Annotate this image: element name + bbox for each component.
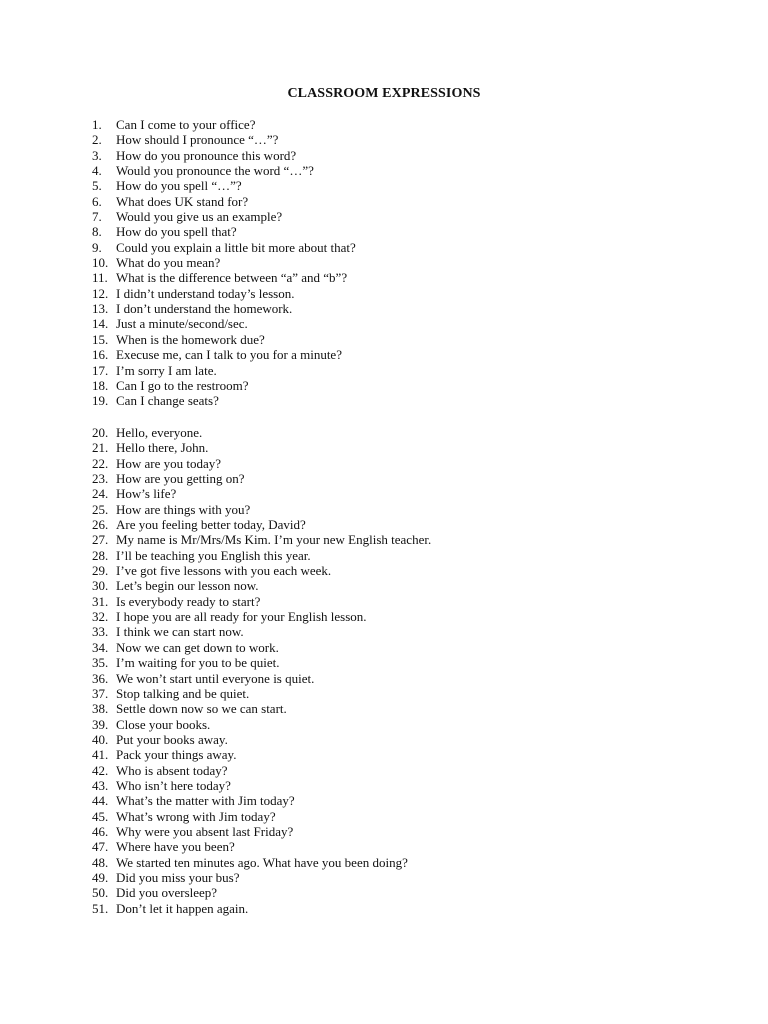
- item-text: Hello there, John.: [116, 440, 209, 456]
- item-number: 48.: [92, 854, 109, 870]
- list-item: [92, 517, 431, 532]
- item-number: 25.: [92, 501, 109, 517]
- list-item: [92, 732, 431, 747]
- list-item: [92, 347, 356, 362]
- item-number: 44.: [92, 793, 109, 809]
- list-item: [92, 163, 356, 178]
- item-text: Did you oversleep?: [116, 885, 218, 901]
- item-text: I’ll be teaching you English this year.: [116, 547, 311, 563]
- list-item: [92, 747, 431, 762]
- item-text: I’m waiting for you to be quiet.: [116, 655, 280, 671]
- item-number: 38.: [92, 701, 109, 717]
- item-number: 18.: [92, 377, 109, 393]
- list-item: [92, 132, 356, 147]
- item-number: 21.: [92, 440, 109, 456]
- list-item: [92, 486, 431, 501]
- page-title: CLASSROOM EXPRESSIONS: [287, 86, 481, 101]
- list-item: [92, 655, 431, 670]
- list-item: [92, 378, 356, 393]
- item-text: Just a minute/second/sec.: [116, 316, 248, 332]
- item-number: 1.: [92, 117, 102, 132]
- item-number: 30.: [92, 578, 109, 594]
- list-item: [92, 609, 431, 624]
- item-number: 16.: [92, 347, 109, 363]
- list-item: [92, 471, 431, 486]
- item-number: 15.: [92, 331, 109, 347]
- item-number: 49.: [92, 869, 109, 885]
- item-text: How do you spell “…”?: [116, 178, 242, 194]
- list-item: [92, 316, 356, 331]
- item-number: 11.: [92, 270, 108, 286]
- item-text: I didn’t understand today’s lesson.: [116, 285, 295, 301]
- list-item: [92, 809, 431, 824]
- list-item: [92, 117, 356, 132]
- item-number: 32.: [92, 609, 109, 625]
- list-item: [92, 640, 431, 655]
- item-number: 9.: [92, 239, 102, 255]
- item-text: We won’t start until everyone is quiet.: [116, 670, 315, 686]
- list-item: [92, 793, 431, 808]
- item-text: I don’t understand the homework.: [116, 301, 293, 317]
- item-number: 20.: [92, 425, 109, 440]
- list-item: [92, 855, 431, 870]
- item-text: What do you mean?: [116, 255, 221, 271]
- list-item: [92, 332, 356, 347]
- item-text: Stop talking and be quiet.: [116, 685, 250, 701]
- list-item: [92, 393, 356, 408]
- item-text: Let’s begin our lesson now.: [116, 578, 259, 594]
- list-item: [92, 440, 431, 455]
- list-item: [92, 839, 431, 854]
- item-text: Are you feeling better today, David?: [116, 517, 306, 533]
- list-item: [92, 548, 431, 563]
- item-number: 42.: [92, 762, 109, 778]
- item-text: Can I go to the restroom?: [116, 377, 249, 393]
- item-number: 24.: [92, 486, 109, 502]
- list-item: [92, 301, 356, 316]
- list-item: [92, 824, 431, 839]
- item-text: What is the difference between “a” and “b”?: [116, 270, 348, 286]
- item-text: How do you spell that?: [116, 224, 237, 240]
- item-text: I’m sorry I am late.: [116, 362, 217, 378]
- list-item: [92, 425, 431, 440]
- list-item: [92, 563, 431, 578]
- list-item: [92, 532, 431, 547]
- item-number: 27.: [92, 532, 109, 548]
- item-text: Can I come to your office?: [116, 117, 256, 132]
- expression-list-section-2: [92, 425, 431, 916]
- item-text: How are things with you?: [116, 501, 251, 517]
- list-item: [92, 255, 356, 270]
- item-text: Where have you been?: [116, 839, 235, 855]
- list-item: [92, 594, 431, 609]
- item-number: 7.: [92, 209, 102, 225]
- item-text: My name is Mr/Mrs/Ms Kim. I’m your new English teacher.: [116, 532, 432, 548]
- item-text: Who isn’t here today?: [116, 777, 231, 793]
- list-item: [92, 209, 356, 224]
- item-text: Put your books away.: [116, 731, 228, 747]
- list-item: [92, 717, 431, 732]
- list-item: [92, 870, 431, 885]
- item-number: 6.: [92, 193, 102, 209]
- item-number: 14.: [92, 316, 109, 332]
- item-number: 41.: [92, 747, 109, 763]
- list-item: [92, 363, 356, 378]
- item-number: 43.: [92, 777, 109, 793]
- item-text: Could you explain a little bit more about that?: [116, 239, 356, 255]
- item-text: How’s life?: [116, 486, 177, 502]
- item-number: 8.: [92, 224, 102, 240]
- item-text: Now we can get down to work.: [116, 639, 279, 655]
- item-text: What’s wrong with Jim today?: [116, 808, 276, 824]
- item-text: Can I change seats?: [116, 393, 219, 409]
- item-number: 17.: [92, 362, 109, 378]
- item-text: Hello, everyone.: [116, 425, 203, 440]
- list-item: [92, 240, 356, 255]
- item-text: Would you give us an example?: [116, 209, 283, 225]
- list-item: [92, 763, 431, 778]
- list-item: [92, 194, 356, 209]
- item-number: 10.: [92, 255, 109, 271]
- list-item: [92, 456, 431, 471]
- item-text: Is everybody ready to start?: [116, 593, 261, 609]
- list-item: [92, 686, 431, 701]
- item-number: 33.: [92, 624, 109, 640]
- list-item: [92, 270, 356, 285]
- item-number: 51.: [92, 900, 109, 916]
- item-number: 29.: [92, 563, 109, 579]
- item-text: Pack your things away.: [116, 747, 237, 763]
- item-text: Don’t let it happen again.: [116, 900, 249, 916]
- list-item: [92, 578, 431, 593]
- item-number: 46.: [92, 823, 109, 839]
- list-item: [92, 671, 431, 686]
- item-text: I hope you are all ready for your English lesson.: [116, 609, 367, 625]
- item-number: 39.: [92, 716, 109, 732]
- item-number: 26.: [92, 517, 109, 533]
- item-number: 47.: [92, 839, 109, 855]
- item-text: What’s the matter with Jim today?: [116, 793, 295, 809]
- item-text: Settle down now so we can start.: [116, 701, 287, 717]
- item-number: 40.: [92, 731, 109, 747]
- item-text: Did you miss your bus?: [116, 869, 240, 885]
- list-item: [92, 286, 356, 301]
- item-number: 23.: [92, 471, 109, 487]
- list-item: [92, 224, 356, 239]
- item-number: 31.: [92, 593, 109, 609]
- expression-list-section-1: [92, 117, 356, 409]
- item-number: 50.: [92, 885, 109, 901]
- item-text: When is the homework due?: [116, 331, 265, 347]
- item-number: 3.: [92, 147, 102, 163]
- item-number: 22.: [92, 455, 109, 471]
- item-text: Would you pronounce the word “…”?: [116, 163, 314, 179]
- item-text: How are you today?: [116, 455, 222, 471]
- list-item: [92, 885, 431, 900]
- item-text: I’ve got five lessons with you each week.: [116, 563, 332, 579]
- item-number: 4.: [92, 163, 102, 179]
- item-number: 12.: [92, 285, 109, 301]
- list-item: [92, 701, 431, 716]
- item-number: 19.: [92, 393, 109, 409]
- item-number: 28.: [92, 547, 109, 563]
- item-number: 2.: [92, 132, 102, 148]
- item-number: 45.: [92, 808, 109, 824]
- list-item: [92, 502, 431, 517]
- list-item: [92, 778, 431, 793]
- list-item: [92, 178, 356, 193]
- item-number: 13.: [92, 301, 109, 317]
- item-text: What does UK stand for?: [116, 193, 249, 209]
- item-text: We started ten minutes ago. What have you been doing?: [116, 854, 408, 870]
- item-text: How do you pronounce this word?: [116, 147, 297, 163]
- item-number: 37.: [92, 685, 109, 701]
- item-text: I think we can start now.: [116, 624, 244, 640]
- item-text: Why were you absent last Friday?: [116, 823, 294, 839]
- item-text: How are you getting on?: [116, 471, 245, 487]
- item-number: 34.: [92, 639, 109, 655]
- item-number: 5.: [92, 178, 102, 194]
- item-text: Close your books.: [116, 716, 211, 732]
- list-item: [92, 901, 431, 916]
- list-item: [92, 624, 431, 639]
- item-text: Execuse me, can I talk to you for a minute?: [116, 347, 342, 363]
- item-text: How should I pronounce “…”?: [116, 132, 279, 148]
- list-item: [92, 148, 356, 163]
- item-number: 36.: [92, 670, 109, 686]
- item-number: 35.: [92, 655, 109, 671]
- item-text: Who is absent today?: [116, 762, 228, 778]
